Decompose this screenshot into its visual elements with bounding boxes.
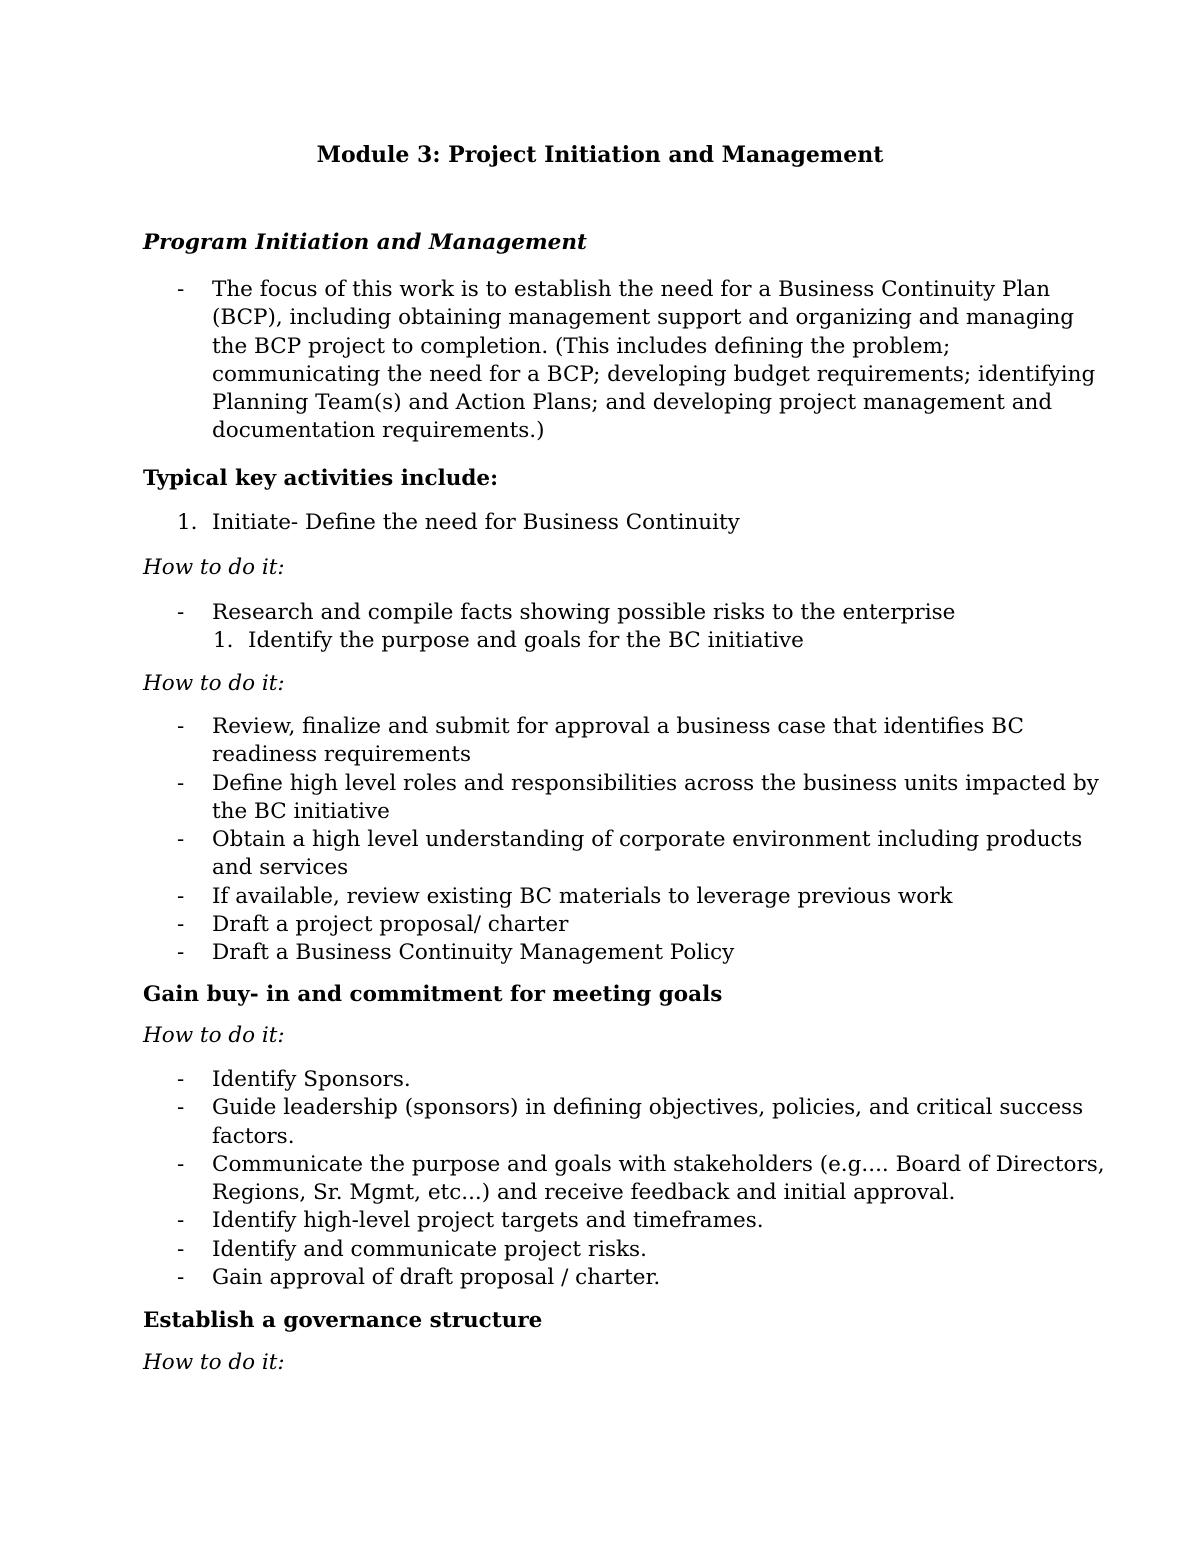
bullet-dash: - bbox=[177, 1067, 185, 1092]
list-item bbox=[0, 826, 1083, 883]
list-item-line: the BC initiative bbox=[212, 798, 390, 824]
list-item-line: Guide leadership (sponsors) in defining objectives, policies, and critical success bbox=[212, 1095, 1084, 1121]
bullet-dash: - bbox=[177, 1236, 185, 1262]
bullet-dash: - bbox=[177, 1208, 185, 1234]
list-item bbox=[0, 599, 1062, 627]
list-item bbox=[0, 1066, 1062, 1094]
list-item-line: Communicate the purpose and goals with stakeholders (e.g.... Board of Directors, bbox=[212, 1151, 1105, 1177]
list-item bbox=[0, 1094, 1084, 1151]
numbered-list bbox=[0, 509, 1062, 537]
bullet-dash: - bbox=[177, 912, 185, 938]
number-marker: 1. bbox=[177, 510, 198, 535]
how-to-label: How to do it: bbox=[143, 555, 285, 580]
bullet-dash: - bbox=[177, 714, 185, 739]
focus-list bbox=[0, 276, 1096, 446]
list-item-text: Initiate- Define the need for Business Continuity bbox=[212, 510, 740, 535]
bullet-dash: - bbox=[177, 1151, 185, 1177]
list-item-line: Review, finalize and submit for approval a business case that identifies BC bbox=[212, 714, 1024, 739]
list-item-line: Identify Sponsors. bbox=[212, 1067, 411, 1092]
bullet-dash: - bbox=[177, 770, 185, 796]
list-item bbox=[0, 1236, 1062, 1264]
list-item bbox=[0, 276, 1096, 446]
list-item-text: Research and compile facts showing possible risks to the enterprise bbox=[212, 600, 956, 625]
list-item-line: The focus of this work is to establish the need for a Business Continuity Plan bbox=[212, 277, 1051, 302]
bullet-dash: - bbox=[177, 600, 185, 625]
list-item-line: Regions, Sr. Mgmt, etc...) and receive feedback and initial approval. bbox=[212, 1180, 956, 1206]
list-item-line: If available, review existing BC materials to leverage previous work bbox=[212, 883, 953, 909]
section-heading-key-activities: Typical key activities include: bbox=[143, 466, 499, 491]
buy-in-list bbox=[0, 1066, 1105, 1292]
page-title: Module 3: Project Initiation and Management bbox=[316, 142, 884, 168]
bullet-dash: - bbox=[177, 1095, 185, 1121]
bullet-dash: - bbox=[177, 277, 185, 302]
list-item bbox=[0, 509, 1062, 537]
section-heading-gain-buy-in: Gain buy- in and commitment for meeting goals bbox=[143, 982, 723, 1007]
how-to-label: How to do it: bbox=[143, 671, 285, 696]
list-item bbox=[0, 1207, 1062, 1235]
list-item-line: communicating the need for a BCP; developing budget requirements; identifying bbox=[212, 361, 1096, 387]
list-item-line: readiness requirements bbox=[212, 742, 472, 768]
list-item-line: Gain approval of draft proposal / charter. bbox=[212, 1265, 661, 1291]
list-item-line: (BCP), including obtaining management support and organizing and managing bbox=[212, 305, 1075, 331]
list-item bbox=[0, 770, 1099, 827]
number-marker: 1. bbox=[213, 628, 234, 654]
bullet-dash: - bbox=[177, 827, 185, 853]
bullet-dash: - bbox=[177, 940, 185, 966]
research-list bbox=[0, 599, 1062, 656]
list-item-line: and services bbox=[212, 855, 349, 881]
list-item-line: Draft a Business Continuity Management Policy bbox=[212, 940, 735, 966]
bullet-dash: - bbox=[177, 1265, 185, 1291]
list-item-text: Identify the purpose and goals for the BC initiative bbox=[248, 628, 804, 654]
list-item-line: the BCP project to completion. (This includes defining the problem; bbox=[212, 333, 951, 359]
list-item bbox=[0, 713, 1062, 770]
how-to-label: How to do it: bbox=[143, 1023, 285, 1048]
list-item-line: documentation requirements.) bbox=[212, 418, 545, 444]
list-item-line: Draft a project proposal/ charter bbox=[212, 912, 569, 938]
list-item-line: Identify high-level project targets and timeframes. bbox=[212, 1208, 764, 1234]
list-item-line: Define high level roles and responsibilities across the business units impacted by bbox=[212, 770, 1099, 796]
activity-list bbox=[0, 713, 1099, 968]
list-item-line: Identify and communicate project risks. bbox=[212, 1236, 647, 1262]
section-heading-program-initiation: Program Initiation and Management bbox=[143, 230, 587, 255]
section-heading-governance: Establish a governance structure bbox=[143, 1308, 543, 1333]
how-to-label: How to do it: bbox=[143, 1350, 285, 1375]
list-item bbox=[0, 939, 1062, 967]
list-item bbox=[0, 627, 1062, 655]
list-item-line: Obtain a high level understanding of corporate environment including products bbox=[212, 827, 1083, 853]
list-item bbox=[0, 883, 1062, 911]
list-item-line: factors. bbox=[212, 1123, 295, 1149]
bullet-dash: - bbox=[177, 883, 185, 909]
list-item bbox=[0, 1151, 1105, 1208]
list-item bbox=[0, 1264, 1062, 1292]
list-item bbox=[0, 911, 1062, 939]
list-item-line: Planning Team(s) and Action Plans; and developing project management and bbox=[212, 390, 1053, 416]
